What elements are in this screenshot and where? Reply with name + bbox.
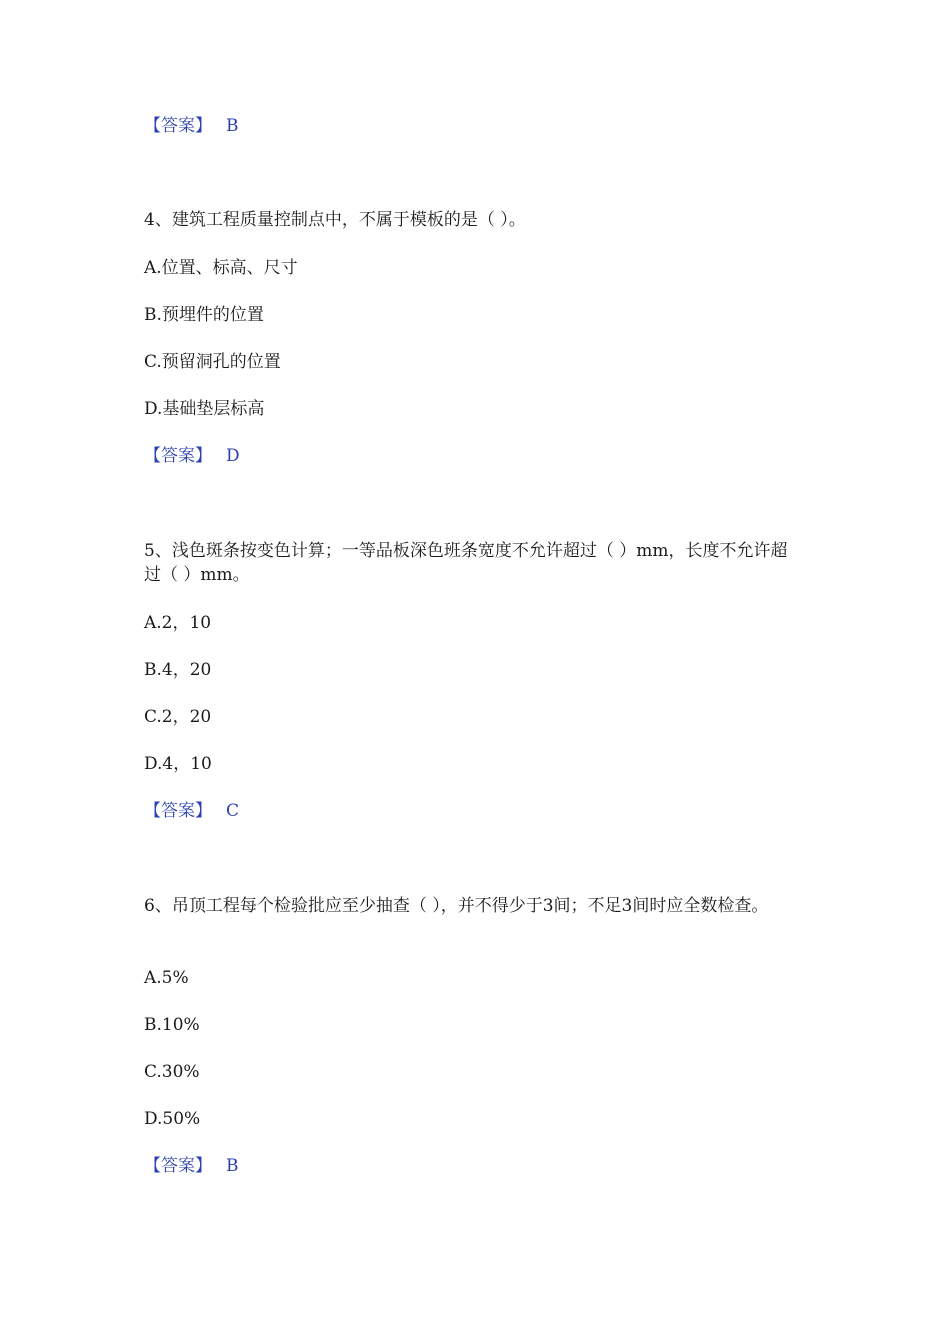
- option-a: A.5%: [144, 968, 189, 988]
- answer-label: 【答案】: [144, 1156, 212, 1176]
- answer-label: 【答案】: [144, 116, 212, 136]
- option-c: C.30%: [144, 1062, 200, 1082]
- answer-line: [144, 799, 239, 823]
- question-text: 6、吊顶工程每个检验批应至少抽查（ ），并不得少于3间；不足3间时应全数检查。: [144, 896, 769, 916]
- answer-label: 【答案】: [144, 801, 212, 821]
- option-d: D.基础垫层标高: [144, 399, 265, 419]
- option-d: D.4，10: [144, 754, 212, 774]
- option-d: D.50%: [144, 1109, 201, 1129]
- option-a: A.2，10: [144, 613, 212, 633]
- option-b: B.10%: [144, 1015, 200, 1035]
- answer-value: B: [226, 1156, 239, 1176]
- answer-line: [144, 444, 240, 468]
- question-text: 4、建筑工程质量控制点中，不属于模板的是（ ）。: [144, 210, 526, 230]
- option-b: B.预埋件的位置: [144, 305, 264, 325]
- answer-value: C: [226, 801, 240, 821]
- answer-line: [144, 114, 239, 138]
- answer-value: B: [226, 116, 239, 136]
- option-c: C.2，20: [144, 707, 212, 727]
- answer-label: 【答案】: [144, 446, 212, 466]
- option-c: C.预留洞孔的位置: [144, 352, 281, 372]
- option-b: B.4，20: [144, 660, 212, 680]
- answer-line: [144, 1154, 239, 1178]
- question-text: 5、浅色斑条按变色计算；一等品板深色班条宽度不允许超过（ ）mm，长度不允许超过（ ）mm。: [144, 541, 788, 585]
- option-a: A.位置、标高、尺寸: [144, 258, 298, 278]
- answer-value: D: [226, 446, 240, 466]
